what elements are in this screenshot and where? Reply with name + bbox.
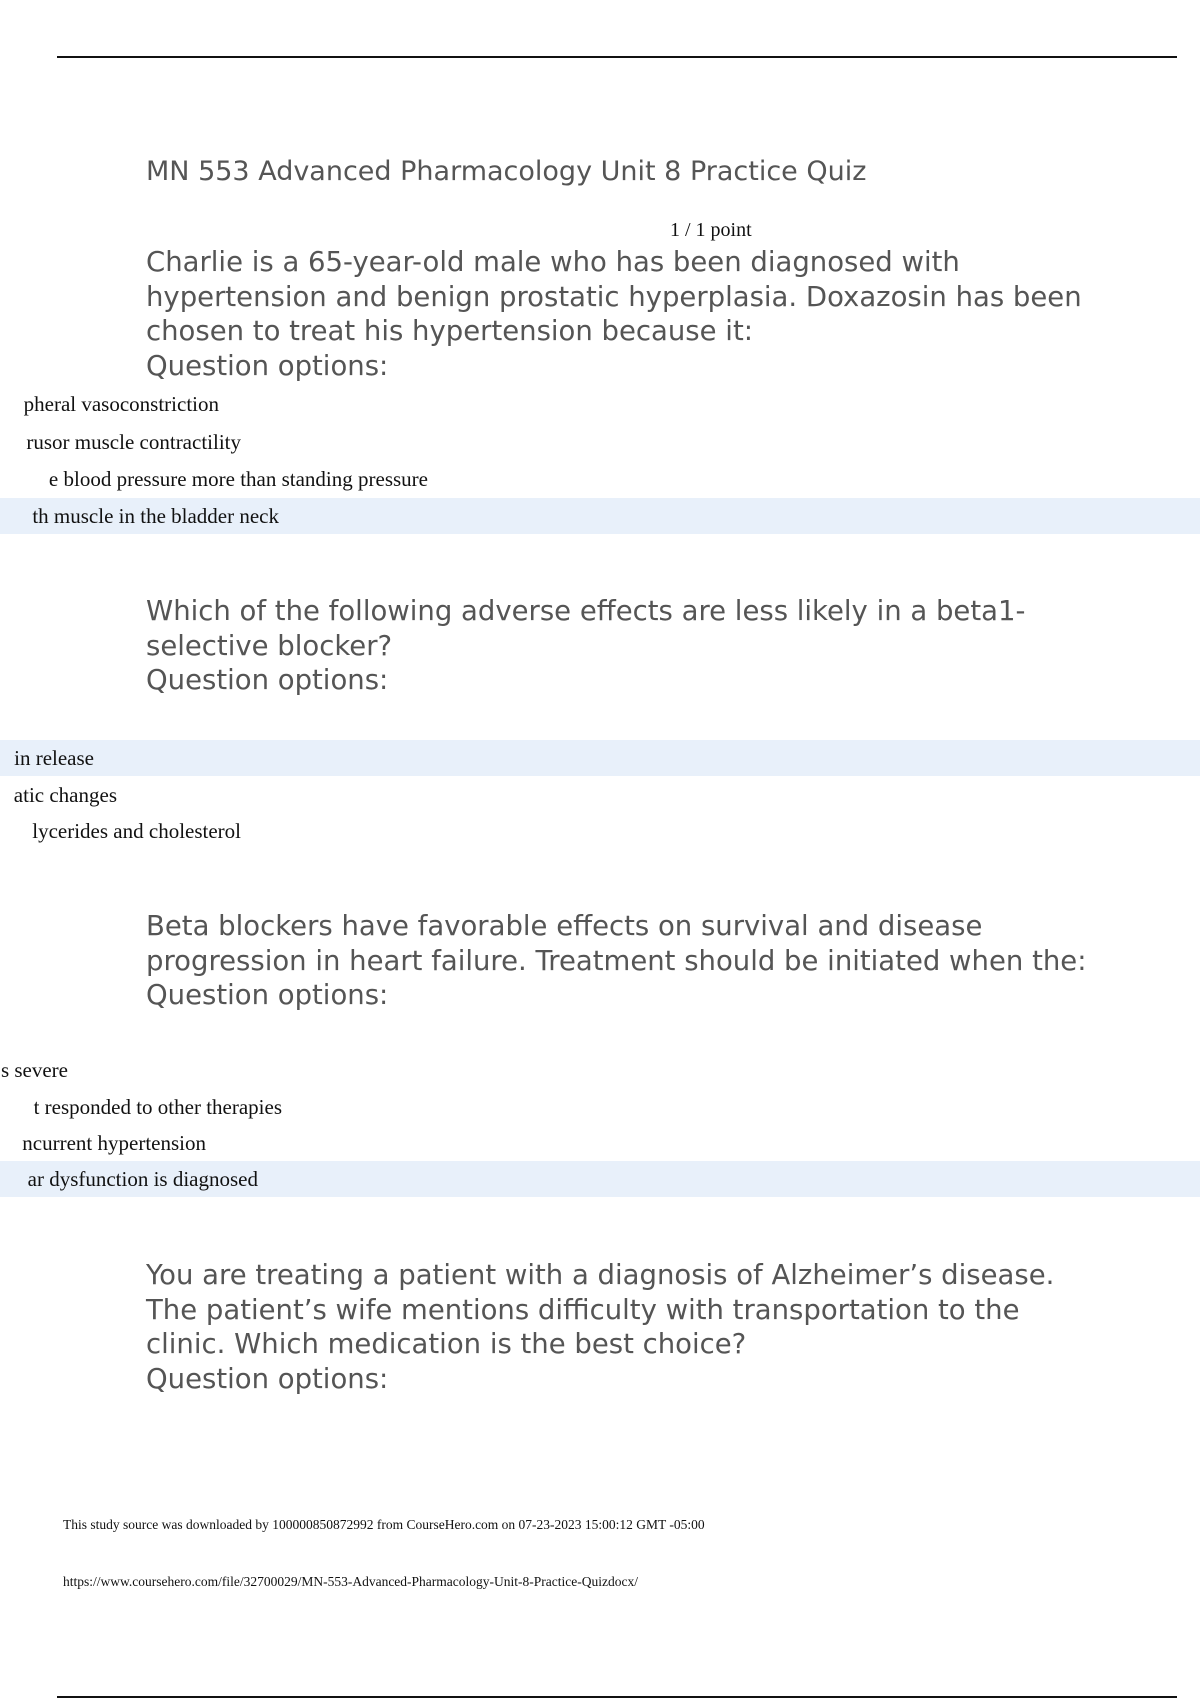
answer-option-text: atic changes — [13, 783, 117, 807]
question-1 — [146, 245, 1106, 383]
question-options-label: Question options: — [146, 349, 389, 382]
source-url-link[interactable]: https://www.coursehero.com/file/32700029/MN-553-Advanced-Pharmacology-Unit-8-Practice-Quizdocx/ — [63, 1574, 638, 1589]
question-text: Charlie is a 65-year-old male who has been diagnosed with hypertension and benign prostatic hyperplasia. Doxazosin has been chosen to treat his hypertension because it: — [146, 246, 1082, 347]
question-options-label: Question options: — [146, 664, 389, 696]
answer-option-text: in release — [14, 746, 94, 770]
answer-option-text: s severe — [0, 1058, 68, 1082]
question-text: Beta blockers have favorable effects on survival and disease progression in heart failure. Treatment should be initiated when the: — [146, 910, 1087, 977]
answer-option[interactable] — [0, 461, 1200, 497]
answer-option[interactable] — [0, 813, 1200, 849]
answer-option[interactable] — [0, 1052, 1200, 1088]
answer-option-selected[interactable] — [0, 740, 1200, 776]
page-title: MN 553 Advanced Pharmacology Unit 8 Practice Quiz — [146, 156, 867, 187]
answer-option[interactable] — [0, 424, 1200, 460]
answer-option-text: lycerides and cholesterol — [32, 819, 241, 843]
question-options-label: Question options: — [146, 979, 389, 1011]
answer-option[interactable] — [0, 1089, 1200, 1125]
answer-option-text: pheral vasoconstriction — [23, 392, 219, 416]
top-rule — [57, 56, 1177, 58]
question-3 — [146, 909, 1106, 1013]
bottom-rule — [57, 1696, 1177, 1698]
answer-option-text: th muscle in the bladder neck — [32, 504, 279, 528]
question-text: You are treating a patient with a diagnosis of Alzheimer’s disease. The patient’s wife mentions difficulty with transportation to the clinic. Which medication is the best choice? — [146, 1259, 1055, 1360]
answer-option-selected[interactable] — [0, 498, 1200, 534]
answer-option[interactable] — [0, 1125, 1200, 1161]
answer-option-text: rusor muscle contractility — [26, 430, 241, 454]
answer-option[interactable] — [0, 777, 1200, 813]
answer-option-text: ar dysfunction is diagnosed — [27, 1167, 258, 1191]
question-2 — [146, 594, 1106, 698]
points-score: 1 / 1 point — [670, 219, 752, 241]
download-note: This study source was downloaded by 100000850872992 from CourseHero.com on 07-23-2023 15:00:12 GMT -05:00 — [63, 1517, 705, 1532]
answer-option-text: e blood pressure more than standing pressure — [48, 467, 428, 491]
answer-option-selected[interactable] — [0, 1161, 1200, 1197]
question-options-label: Question options: — [146, 1362, 389, 1395]
question-text: Which of the following adverse effects are less likely in a beta1-selective blocker? — [146, 595, 1026, 662]
answer-option-text: t responded to other therapies — [33, 1095, 282, 1119]
answer-option-text: ncurrent hypertension — [22, 1131, 206, 1155]
answer-option[interactable] — [0, 386, 1200, 422]
question-4 — [146, 1258, 1106, 1396]
